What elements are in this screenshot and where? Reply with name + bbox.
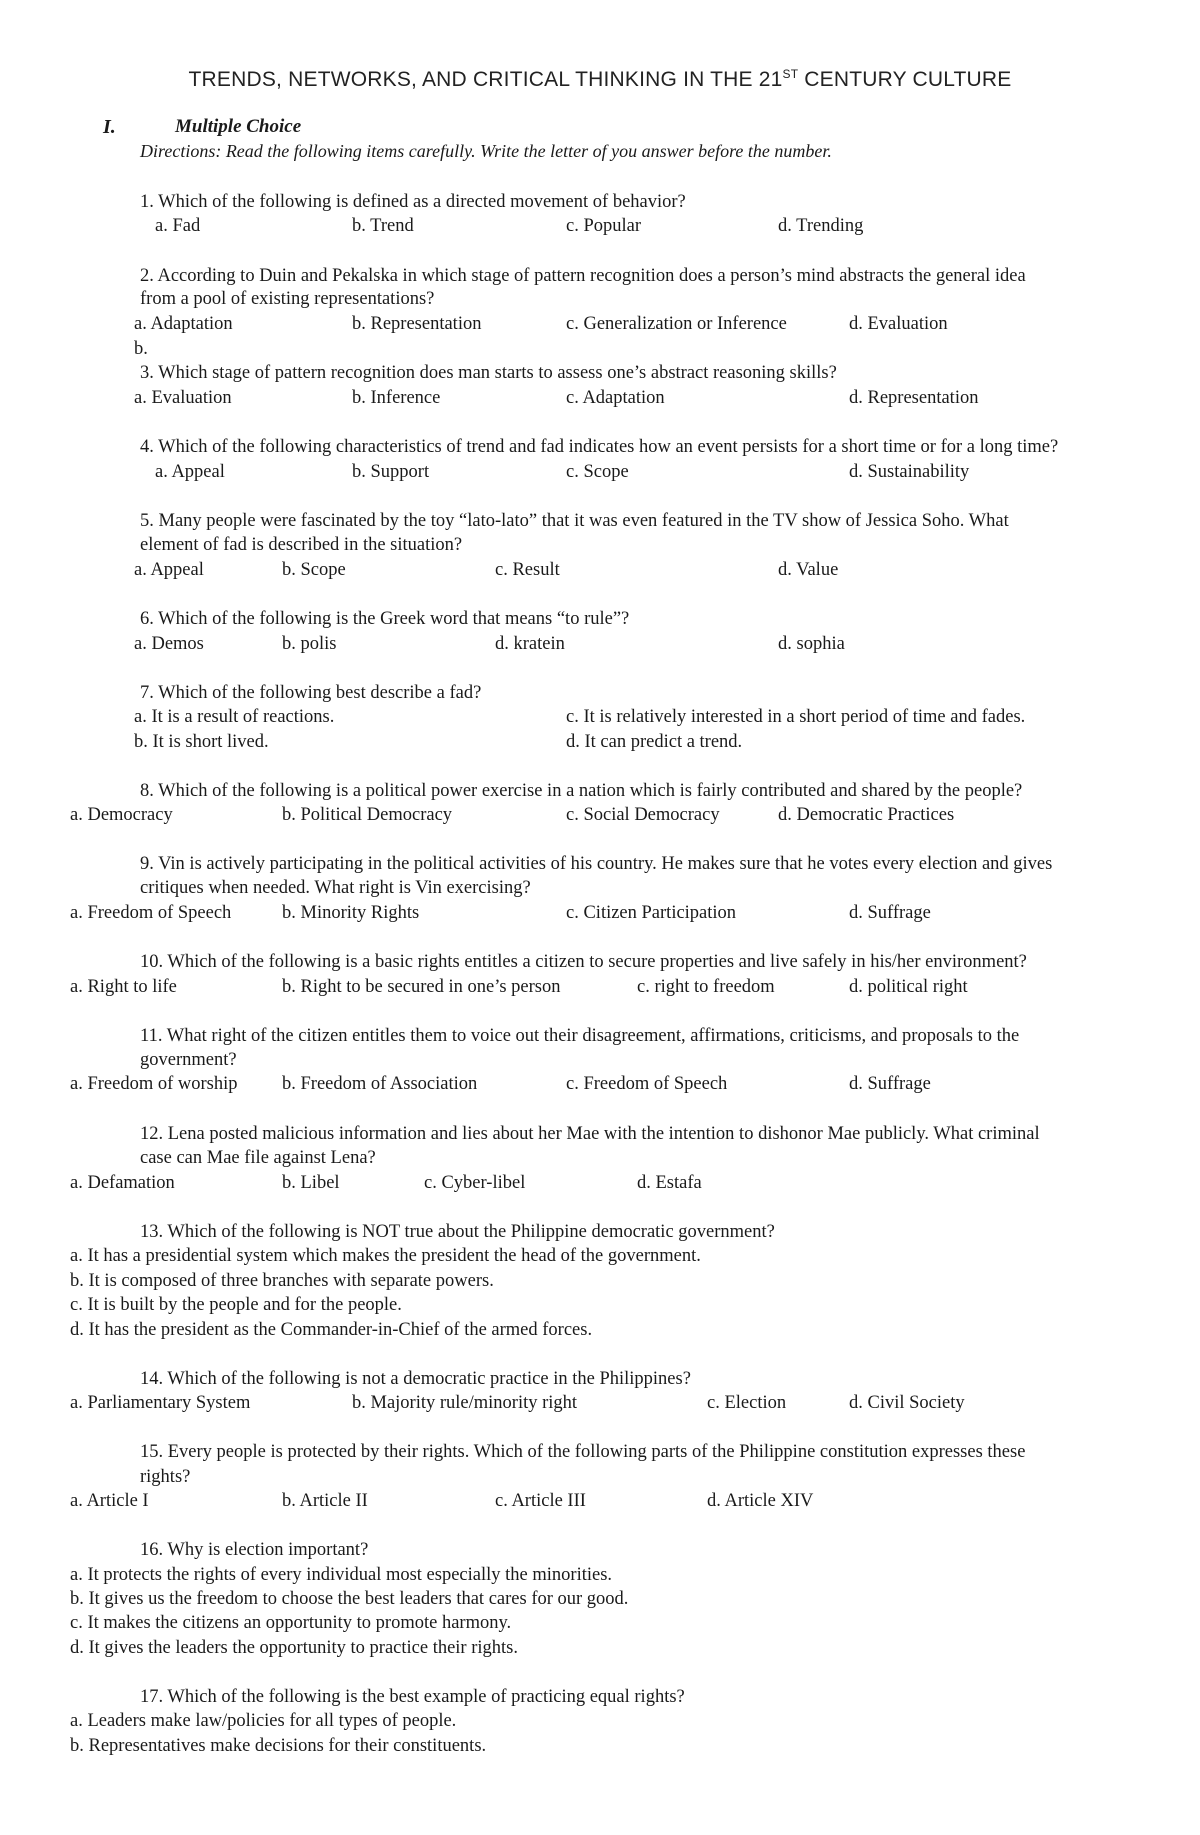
choice-option: b. Political Democracy [282, 805, 453, 825]
choice-option: d. political right [849, 977, 968, 997]
choice-option: a. It has a presidential system which makes the president the head of the government. [70, 1246, 701, 1266]
choice-option: b. Libel [282, 1173, 340, 1193]
choice-option: c. It makes the citizens an opportunity to promote harmony. [70, 1613, 512, 1633]
choice-option: b. Representation [352, 314, 482, 334]
question-stem: 4. Which of the following characteristics of trend and fad indicates how an event persists for a short time or for a long time? [140, 437, 1059, 457]
choice-option: b. Inference [352, 388, 441, 408]
choice-option: b. Right to be secured in one’s person [282, 977, 561, 997]
question-stem: 10. Which of the following is a basic rights entitles a citizen to secure properties and live safely in his/her environment? [140, 952, 1027, 972]
choice-option: a. Right to life [70, 977, 177, 997]
question-stem: 7. Which of the following best describe a fad? [140, 683, 482, 703]
choice-option: a. Defamation [70, 1173, 175, 1193]
question-stem-continued: critiques when needed. What right is Vin exercising? [140, 878, 531, 898]
choice-option: c. Social Democracy [566, 805, 720, 825]
choice-option: a. Freedom of worship [70, 1074, 238, 1094]
choice-option: b. It is short lived. [134, 732, 269, 752]
choice-option: d. kratein [495, 634, 565, 654]
choice-option: b. Majority rule/minority right [352, 1393, 578, 1413]
choice-option: c. Scope [566, 462, 629, 482]
choice-option: a. It protects the rights of every individual most especially the minorities. [70, 1565, 613, 1585]
choice-option: c. Election [707, 1393, 787, 1413]
choice-option: d. Estafa [637, 1173, 702, 1193]
title-text: TRENDS, NETWORKS, AND CRITICAL THINKING IN THE 21 [188, 68, 783, 91]
question-stem: 1. Which of the following is defined as a directed movement of behavior? [140, 192, 686, 212]
choice-option: b. It gives us the freedom to choose the best leaders that cares for our good. [70, 1589, 629, 1609]
title-superscript: ST [782, 67, 799, 81]
stray-letter: b. [134, 339, 148, 359]
choice-option: d. Democratic Practices [778, 805, 955, 825]
choice-option: c. Citizen Participation [566, 903, 737, 923]
choice-option: a. Article I [70, 1491, 149, 1511]
choice-option: c. right to freedom [637, 977, 775, 997]
question-stem: 15. Every people is protected by their rights. Which of the following parts of the Philippine constitution expresses these [140, 1442, 1026, 1462]
choice-option: a. Appeal [155, 462, 225, 482]
choice-option: b. Support [352, 462, 430, 482]
choice-option: a. Fad [155, 216, 201, 236]
question-stem-continued: from a pool of existing representations? [140, 289, 435, 309]
choice-option: b. Representatives make decisions for their constituents. [70, 1736, 487, 1756]
choice-option: d. Value [778, 560, 839, 580]
choice-option: c. Adaptation [566, 388, 665, 408]
choice-option: d. sophia [778, 634, 845, 654]
question-stem: 14. Which of the following is not a democratic practice in the Philippines? [140, 1369, 691, 1389]
question-stem: 9. Vin is actively participating in the political activities of his country. He makes sure that he votes every election and gives [140, 854, 1053, 874]
question-stem-continued: government? [140, 1050, 237, 1070]
question-stem: 2. According to Duin and Pekalska in which stage of pattern recognition does a person’s mind abstracts the general idea [140, 266, 1026, 286]
question-stem: 11. What right of the citizen entitles them to voice out their disagreement, affirmations, criticisms, and proposals to the [140, 1026, 1020, 1046]
choice-option: d. Trending [778, 216, 864, 236]
choice-option: c. Cyber-libel [424, 1173, 526, 1193]
question-stem: 13. Which of the following is NOT true about the Philippine democratic government? [140, 1222, 775, 1242]
section-number: I. [103, 116, 116, 138]
choice-option: d. It can predict a trend. [566, 732, 743, 752]
choice-option: d. Representation [849, 388, 979, 408]
choice-option: d. Suffrage [849, 1074, 931, 1094]
question-stem: 17. Which of the following is the best example of practicing equal rights? [140, 1687, 685, 1707]
choice-option: c. Freedom of Speech [566, 1074, 728, 1094]
question-stem-continued: rights? [140, 1467, 191, 1487]
choice-option: b. Minority Rights [282, 903, 420, 923]
question-stem: 6. Which of the following is the Greek word that means “to rule”? [140, 609, 630, 629]
choice-option: b. Scope [282, 560, 346, 580]
choice-option: a. Parliamentary System [70, 1393, 251, 1413]
choice-option: d. Evaluation [849, 314, 948, 334]
choice-option: d. It gives the leaders the opportunity to practice their rights. [70, 1638, 518, 1658]
choice-option: c. Generalization or Inference [566, 314, 787, 334]
question-stem: 12. Lena posted malicious information and lies about her Mae with the intention to dishonor Mae publicly. What criminal [140, 1124, 1040, 1144]
question-stem: 8. Which of the following is a political power exercise in a nation which is fairly contributed and shared by the people? [140, 781, 1023, 801]
question-stem-continued: case can Mae file against Lena? [140, 1148, 376, 1168]
document-title [0, 68, 1200, 92]
section-title: Multiple Choice [175, 116, 302, 137]
choice-option: c. Article III [495, 1491, 586, 1511]
choice-option: c. Result [495, 560, 560, 580]
choice-option: a. Evaluation [134, 388, 232, 408]
choice-option: b. Trend [352, 216, 414, 236]
choice-option: c. It is built by the people and for the people. [70, 1295, 402, 1315]
choice-option: c. Popular [566, 216, 642, 236]
choice-option: a. Demos [134, 634, 204, 654]
choice-option: a. Leaders make law/policies for all types of people. [70, 1711, 457, 1731]
choice-option: d. Sustainability [849, 462, 970, 482]
choice-option: d. Article XIV [707, 1491, 814, 1511]
choice-option: d. Civil Society [849, 1393, 965, 1413]
directions: Directions: Read the following items carefully. Write the letter of you answer before the number. [140, 141, 832, 161]
choice-option: b. It is composed of three branches with separate powers. [70, 1271, 494, 1291]
choice-option: a. Appeal [134, 560, 204, 580]
choice-option: c. It is relatively interested in a short period of time and fades. [566, 707, 1026, 727]
choice-option: d. It has the president as the Commander-in-Chief of the armed forces. [70, 1320, 593, 1340]
choice-option: a. Democracy [70, 805, 173, 825]
question-stem: 16. Why is election important? [140, 1540, 369, 1560]
question-stem: 3. Which stage of pattern recognition does man starts to assess one’s abstract reasoning skills? [140, 363, 837, 383]
title-text-end: CENTURY CULTURE [798, 68, 1012, 91]
choice-option: a. It is a result of reactions. [134, 707, 335, 727]
choice-option: a. Freedom of Speech [70, 903, 232, 923]
choice-option: b. Article II [282, 1491, 368, 1511]
choice-option: b. Freedom of Association [282, 1074, 478, 1094]
choice-option: d. Suffrage [849, 903, 931, 923]
question-stem-continued: element of fad is described in the situation? [140, 535, 463, 555]
question-stem: 5. Many people were fascinated by the toy “lato-lato” that it was even featured in the TV show of Jessica Soho. What [140, 511, 1009, 531]
choice-option: a. Adaptation [134, 314, 233, 334]
choice-option: b. polis [282, 634, 337, 654]
